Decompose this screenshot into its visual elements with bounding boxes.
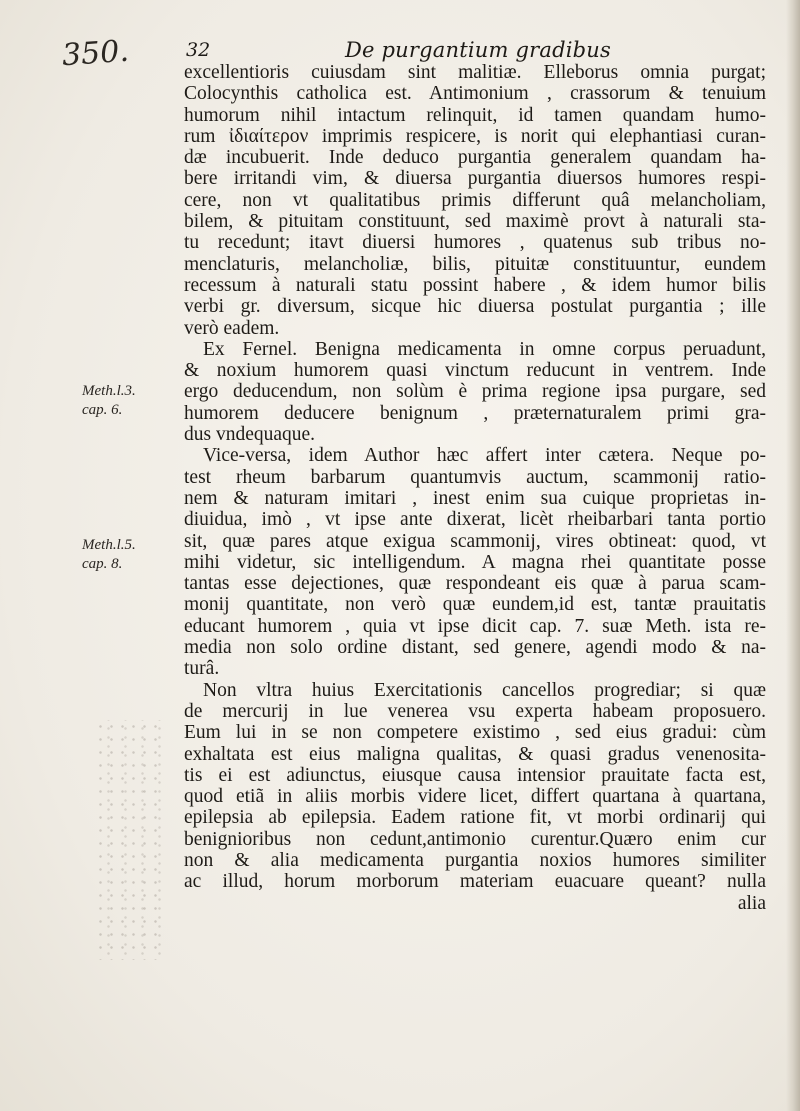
page-edge-shadow	[786, 0, 800, 1111]
page-number: 32	[186, 39, 211, 61]
body-text	[184, 62, 766, 914]
text-line: Colocynthis catholica est. Antimonium , crassorum & tenuium	[184, 83, 766, 105]
text-line: menclaturis, melancholiæ, bilis, pituitæ constituuntur, eundem	[184, 253, 766, 275]
margin-stains	[95, 720, 165, 960]
text-line: excellentioris cuiusdam sint malitiæ. Elleborus omnia purgat;	[184, 62, 766, 83]
running-head: De purgantium gradibus	[345, 38, 612, 62]
text-line: Eum lui in se non competere existimo , sed eius gradui: cùm	[184, 722, 766, 744]
margin-note-meth-3: Meth.l.3.	[82, 383, 136, 399]
text-line: diuidua, imò , vt ipse ante dixerat, licèt rheibarbari tanta portio	[184, 509, 766, 531]
text-line: exhaltata est eius maligna qualitas, & quasi gradus venenosita-	[184, 743, 766, 765]
text-line: cere, non vt qualitatibus primis differunt quâ melancholiam,	[184, 189, 766, 211]
text-line: bere irritandi vim, & diuersa purgantia diuersos humores respi-	[184, 168, 766, 190]
text-line: tantas esse dejectiones, quæ respondeant eis quæ à parua scam-	[184, 573, 766, 595]
text-line: rum ἰδιαίτερον imprimis respicere, is norit qui elephantiasi curan-	[184, 125, 766, 147]
text-line: dus vndequaque.	[184, 424, 316, 446]
text-line: nem & naturam imitari , inest enim sua cuique proprietas in-	[184, 487, 766, 509]
text-line: de mercurij in lue venerea vsu experta habeam proposuero.	[184, 700, 766, 722]
text-line: educant humorem , quia vt ipse dicit cap. 7. suæ Meth. ista re-	[184, 615, 766, 637]
text-line: test rheum barbarum quantumvis auctum, scammonij ratio-	[184, 466, 766, 488]
text-line: & noxium humorem quasi vinctum reducunt in ventrem. Inde	[184, 360, 766, 382]
margin-note-cap-8: cap. 8.	[82, 556, 123, 572]
text-line: ergo deducendum, non solùm è prima regione ipsa purgare, sed	[184, 381, 766, 403]
paragraph-start: Ex Fernel. Benigna medicamenta in omne corpus peruadunt,	[203, 338, 766, 360]
text-line: benignioribus non cedunt,antimonio curentur.Quæro enim cur	[184, 828, 766, 850]
text-line: dæ incubuerit. Inde deduco purgantia generalem quandam ha-	[184, 147, 766, 169]
text-line: media non solo ordine distant, sed genere, agendi modo & na-	[184, 637, 766, 659]
text-line: monij quantitate, non verò quæ eundem,id est, tantæ prauitatis	[184, 594, 766, 616]
paragraph-start: Non vltra huius Exercitationis cancellos progrediar; si quæ	[203, 679, 766, 701]
text-line: epilepsia ab epilepsia. Eadem ratione fit, vt morbi ordinarij qui	[184, 807, 766, 829]
text-line: recessum à naturali statu possint habere , & idem humor bilis	[184, 274, 766, 296]
text-line: tu recedunt; itavt diuersi humores , quatenus sub tribus no-	[184, 232, 766, 254]
text-line: bilem, & pituitam constituunt, sed maximè provt à naturali sta-	[184, 211, 766, 233]
text-line: mihi videtur, sic intelligendum. A magna rhei quantitate posse	[184, 551, 766, 573]
text-line: turâ.	[184, 658, 220, 680]
text-line: humorem deducere benignum , præternaturalem primi gra-	[184, 402, 766, 424]
text-line: humorum nihil intactum relinquit, id tamen quandam humo-	[184, 104, 766, 126]
margin-note-meth-5: Meth.l.5.	[82, 537, 136, 553]
text-line: non & alia medicamenta purgantia noxios humores similiter	[184, 849, 766, 871]
manuscript-number: 350.	[60, 33, 130, 74]
text-line: verò eadem.	[184, 317, 280, 339]
catchword: alia	[737, 892, 766, 914]
margin-note-cap-6: cap. 6.	[82, 402, 123, 418]
text-line: tis ei est adiunctus, eiusque causa intensior prauitate facta est,	[184, 764, 766, 786]
text-line: verbi gr. diversum, sicque hic diuersa postulat purgantia ; ille	[184, 296, 766, 318]
text-line: ac illud, horum morborum materiam euacuare queant? nulla	[184, 871, 766, 893]
text-line: quod etiã in aliis morbis videre licet, differt quartana à quartana,	[184, 786, 766, 808]
paragraph-start: Vice-versa, idem Author hæc affert inter cætera. Neque po-	[203, 445, 766, 467]
text-line: sit, quæ pares atque exigua scammonij, vires obtineat: quod, vt	[184, 530, 766, 552]
